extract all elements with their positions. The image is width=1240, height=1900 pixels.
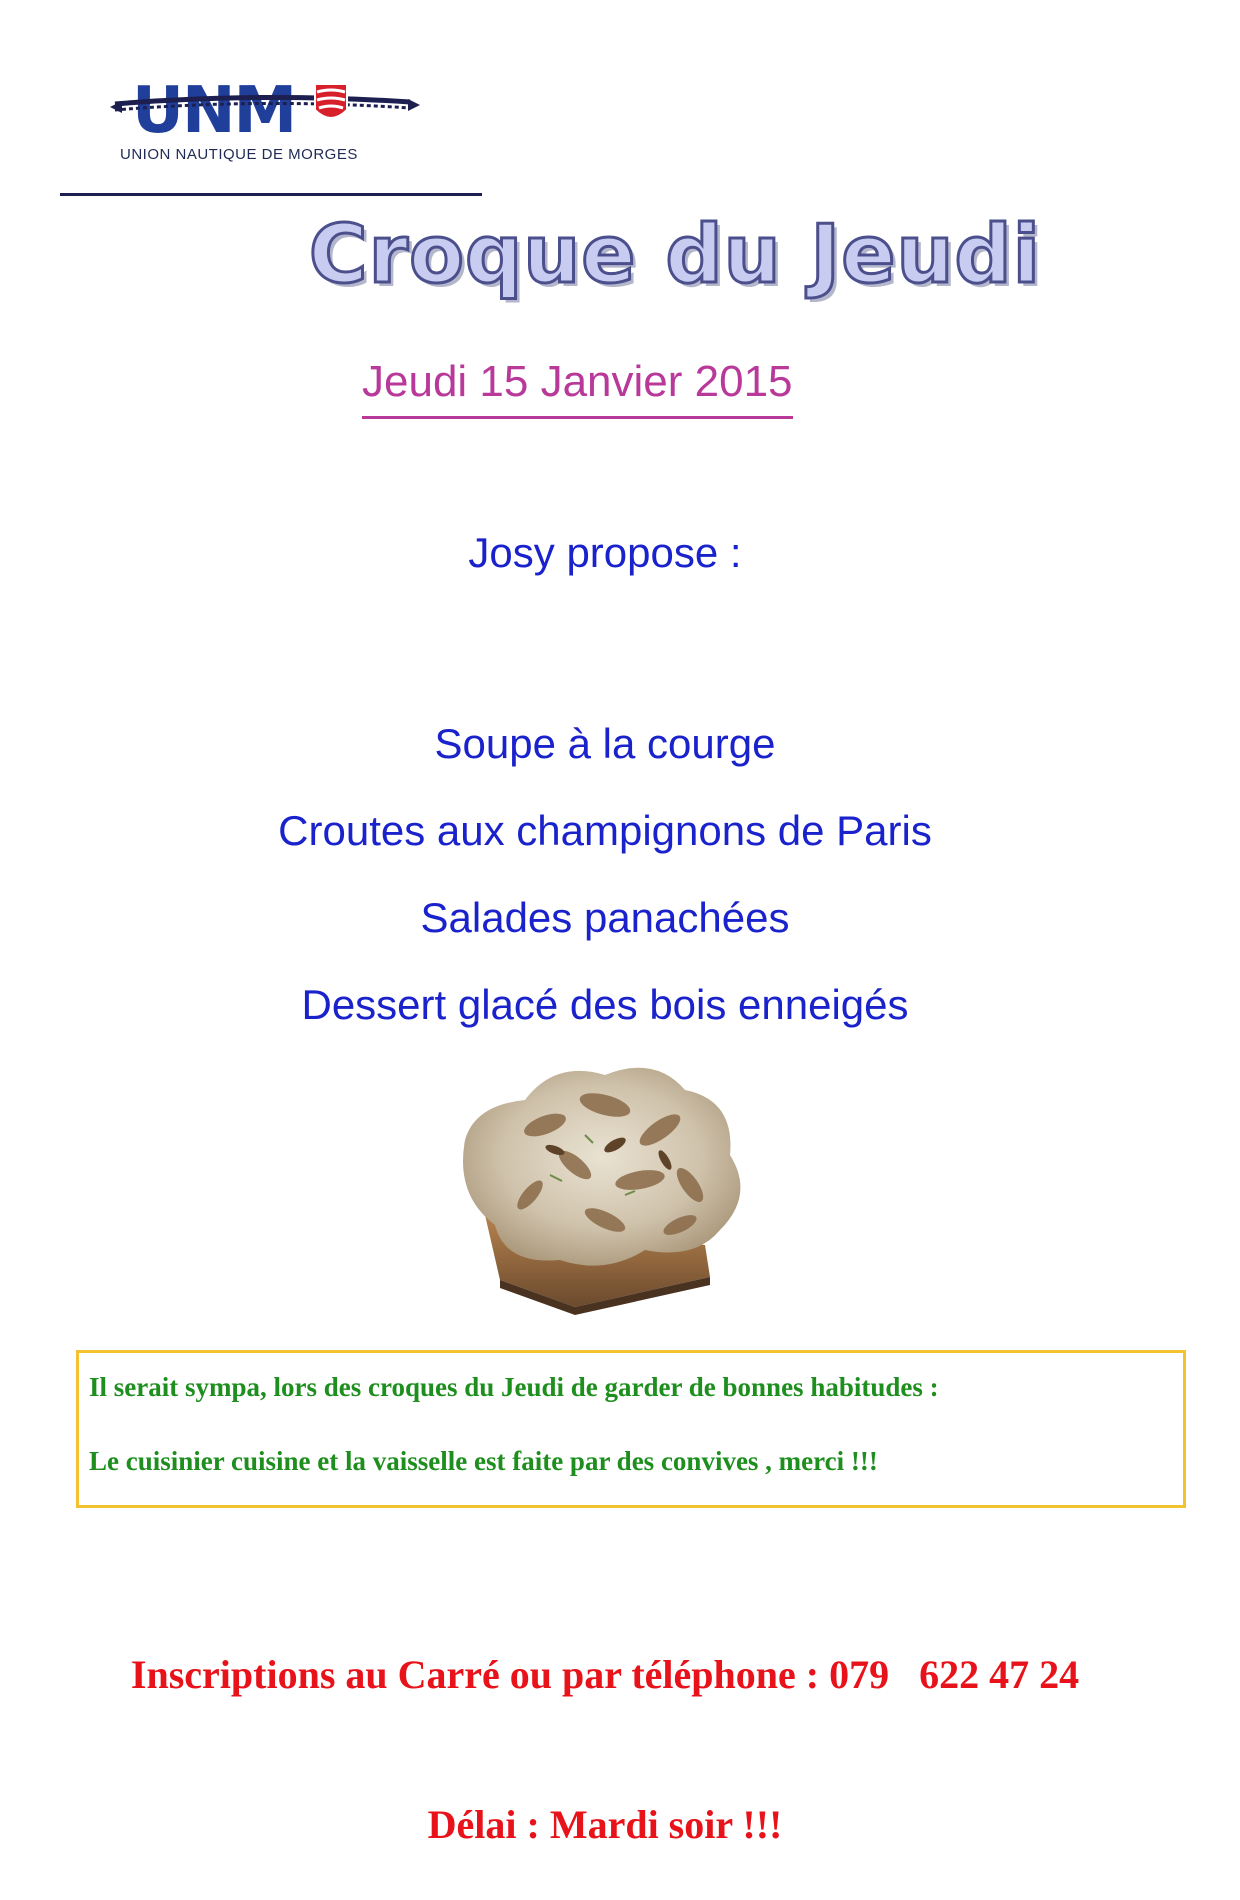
menu-item: Salades panachées xyxy=(420,894,790,941)
logo-caption: UNION NAUTIQUE DE MORGES xyxy=(120,146,358,163)
menu-item: Dessert glacé des bois enneigés xyxy=(301,981,909,1028)
kitchen-etiquette-note xyxy=(76,1350,1186,1508)
event-date: Jeudi 15 Janvier 2015 xyxy=(362,352,793,419)
menu-item: Croutes aux champignons de Paris xyxy=(278,807,932,854)
shield-icon xyxy=(315,84,347,118)
registration-line: Inscriptions au Carré ou par téléphone : 079 622 47 24 xyxy=(130,1652,1080,1697)
page-title: Croque du Jeudi xyxy=(308,208,1042,301)
mushroom-croute-illustration xyxy=(455,1045,775,1325)
registration-info xyxy=(0,1550,1210,1900)
proposer-line: Josy propose : xyxy=(468,529,742,576)
note-line: Il serait sympa, lors des croques du Jeudi de garder de bonnes habitudes : xyxy=(89,1372,939,1402)
menu-list xyxy=(0,700,1210,1048)
unm-emblem xyxy=(110,70,420,150)
logo-letters: UNM xyxy=(132,74,296,148)
club-logo xyxy=(110,70,420,170)
menu-item: Soupe à la courge xyxy=(434,720,776,767)
note-line: Le cuisinier cuisine et la vaisselle est faite par des convives , merci !!! xyxy=(89,1446,878,1476)
header-divider xyxy=(60,193,482,196)
deadline-line: Délai : Mardi soir !!! xyxy=(427,1802,783,1847)
